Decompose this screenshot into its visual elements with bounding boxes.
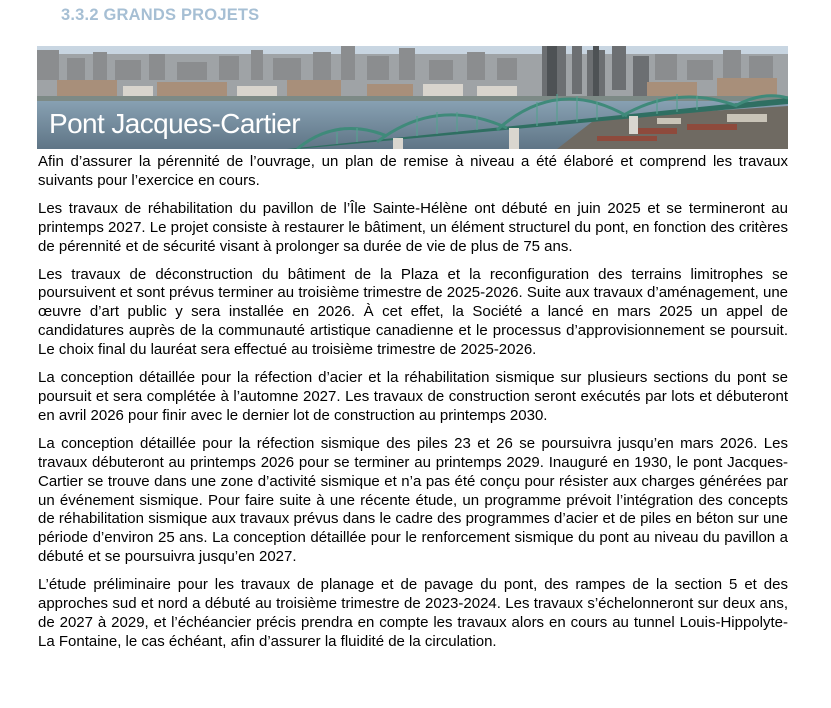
paragraph-acier: La conception détaillée pour la réfection d’acier et la réhabilitation sismique sur plusieurs sections du pont se poursuit et sera complétée à l’automne 2027. Les travaux de construction seront exécutés par lots et débuteront en avril 2026 pour finir avec le dernier lot de construction au printemps 2030. <box>38 369 788 424</box>
paragraph-pavillon: Les travaux de réhabilitation du pavillon de l’Île Sainte-Hélène ont débuté en juin 2025 et se termineront au printemps 2027. Le projet consiste à restaurer le bâtiment, un élément structurel du pont, en fonction des critères de pérennité et de sécurité visant à prolonger sa durée de vie de plus de 75 ans. <box>38 199 788 255</box>
paragraph-plaza: Les travaux de déconstruction du bâtiment de la Plaza et la reconfiguration des terrains limitrophes se poursuivent et sont prévus terminer au troisième trimestre de 2025-2026. Suite aux travaux d’aménagement, une œuvre d’art public y sera installée en 2026. À cet effet, la Société a lancé en mars 2025 un appel de candidatures auprès de la communauté artistique canadienne et le processus d’approvisionnement se poursuit. Le choix final du lauréat sera effectué au troisième trimestre de 2025-2026. <box>38 265 788 359</box>
paragraph-piles: La conception détaillée pour la réfection sismique des piles 23 et 26 se poursuivra jusqu’en mars 2026. Les travaux débuteront au printemps 2026 pour se terminer au printemps 2029. Inauguré en 1930, le pont Jacques-Cartier se trouve dans une zone d’activité sismique et n’a pas été conçu pour résister aux charges générées par un événement sismique. Pour faire suite à une récente étude, un programme prévoit l’intégration des concepts de réhabilitation sismique aux travaux prévus dans le cadre des programmes d’acier et de piles en béton sur une période d’environ 25 ans. La conception détaillée pour le renforcement sismique du pont au niveau du pavillon a débuté et se poursuivra jusqu’en 2027. <box>38 434 788 566</box>
section-heading: 3.3.2 GRANDS PROJETS <box>61 6 260 24</box>
banner-image <box>37 46 788 149</box>
banner-title: Pont Jacques-Cartier <box>49 108 301 139</box>
paragraph-intro: Afin d’assurer la pérennité de l’ouvrage, un plan de remise à niveau a été élaboré et comprend les travaux suivants pour l’exercice en cours. <box>38 153 788 189</box>
body-text <box>38 153 788 661</box>
paragraph-pavage: L’étude préliminaire pour les travaux de planage et de pavage du pont, des rampes de la section 5 et des approches sud et nord a débuté au troisième trimestre de 2023-2024. Les travaux s’échelonneront sur deux ans, de 2027 à 2029, et l’échéancier précis prendra en compte les travaux alors en cours au tunnel Louis-Hippolyte-La Fontaine, le cas échéant, afin d’assurer la fluidité de la circulation. <box>38 576 788 650</box>
